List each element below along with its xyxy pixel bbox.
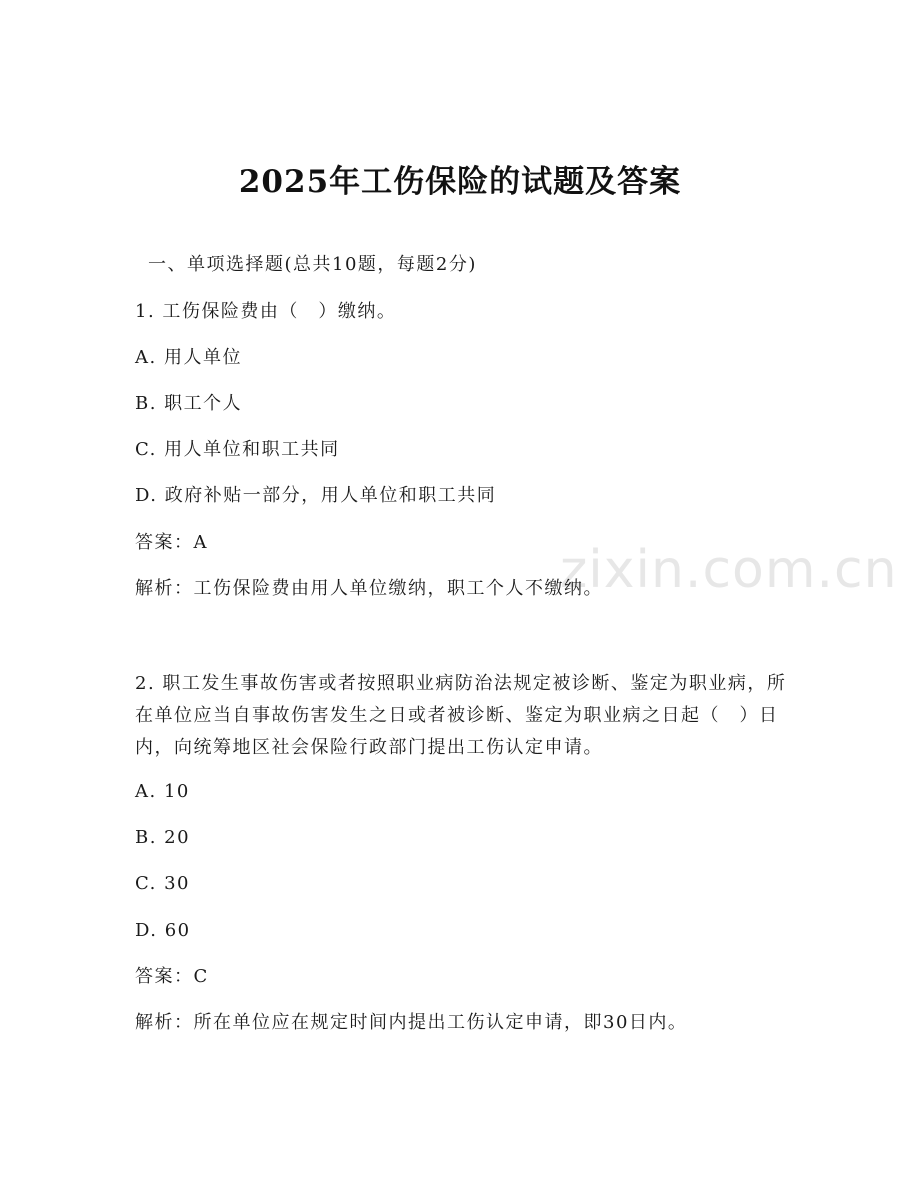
question-1-explanation: 解析：工伤保险费由用人单位缴纳，职工个人不缴纳。: [135, 578, 603, 599]
section-heading: 一、单项选择题(总共10题，每题2分): [148, 254, 477, 275]
question-2-option-a: A. 10: [135, 781, 190, 802]
question-2-answer: 答案：C: [135, 966, 209, 987]
question-1-stem: 1. 工伤保险费由（ ）缴纳。: [135, 301, 397, 322]
question-1-option-c: C. 用人单位和职工共同: [135, 439, 340, 460]
question-1-option-d: D. 政府补贴一部分，用人单位和职工共同: [135, 485, 497, 506]
question-2-stem: 2. 职工发生事故伤害或者按照职业病防治法规定被诊断、鉴定为职业病，所在单位应当自事故伤害发生之日或者被诊断、鉴定为职业病之日起（ ）日内，向统筹地区社会保险行政部门提出工伤认定申请。: [135, 673, 787, 758]
watermark: zixin.com.cn: [560, 540, 898, 600]
document-title: 2025年工伤保险的试题及答案: [238, 164, 682, 200]
question-2-option-d: D. 60: [135, 920, 191, 941]
question-1-option-a: A. 用人单位: [135, 347, 242, 368]
question-2-explanation: 解析：所在单位应在规定时间内提出工伤认定申请，即30日内。: [135, 1012, 688, 1033]
question-2-option-c: C. 30: [135, 873, 190, 894]
question-1-option-b: B. 职工个人: [135, 393, 243, 414]
question-1-answer: 答案：A: [135, 532, 208, 553]
question-2-option-b: B. 20: [135, 827, 191, 848]
